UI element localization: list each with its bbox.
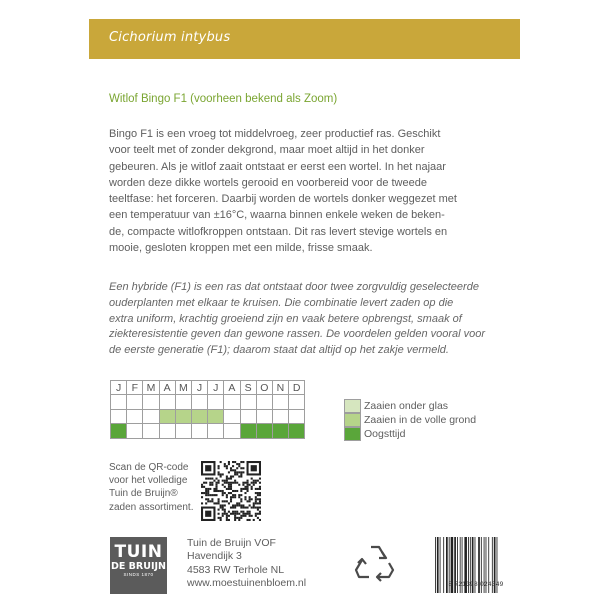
calendar-month: F xyxy=(127,381,143,395)
address-line: Havendijk 3 xyxy=(187,550,242,563)
legend-item xyxy=(344,413,476,427)
text-line: Tuin de Bruijn® xyxy=(109,488,178,500)
description-paragraph xyxy=(109,126,514,256)
calendar-cell xyxy=(240,395,256,409)
calendar-cell xyxy=(143,409,159,423)
calendar-cell xyxy=(256,395,272,409)
brand-logo xyxy=(110,537,167,594)
logo-text: SINDS 1870 xyxy=(123,572,154,577)
barcode-number: 8 721398 024349 xyxy=(448,581,504,588)
text-line: mooie, gesloten kroppen met een milde, frisse smaak. xyxy=(109,242,373,255)
calendar-month: J xyxy=(191,381,207,395)
legend-swatch-harvest xyxy=(344,427,361,441)
text-line: teeltfase: het forceren. Daarbij worden de wortels donker weggezet met xyxy=(109,193,457,206)
calendar-month: M xyxy=(175,381,191,395)
species-title: Cichorium intybus xyxy=(109,30,231,45)
calendar-cell xyxy=(289,424,305,438)
hybrid-paragraph xyxy=(109,280,514,359)
calendar-cell xyxy=(240,409,256,423)
calendar-grid xyxy=(110,380,305,439)
website-link[interactable]: www.moestuinenbloem.nl xyxy=(187,577,307,590)
calendar-cell xyxy=(159,395,175,409)
calendar-cell xyxy=(111,395,127,409)
calendar-row-harvest xyxy=(111,424,305,438)
calendar-row-ground xyxy=(111,409,305,423)
calendar-month: O xyxy=(256,381,272,395)
text-line: de eerste generatie (F1); daarom staat dat altijd op het zakje vermeld. xyxy=(109,344,449,357)
calendar-cell xyxy=(143,424,159,438)
calendar-cell xyxy=(256,409,272,423)
calendar-cell xyxy=(208,395,224,409)
calendar-cell xyxy=(224,409,240,423)
calendar-cell xyxy=(175,409,191,423)
text-line: worden deze dikke wortels gerooid en voorbereid voor de tweede xyxy=(109,176,427,189)
calendar-cell xyxy=(111,424,127,438)
text-line: Bingo F1 is een vroeg tot middelvroeg, zeer productief ras. Geschikt xyxy=(109,128,441,140)
company-address xyxy=(187,537,306,591)
calendar-month: J xyxy=(208,381,224,395)
calendar-month: S xyxy=(240,381,256,395)
text-line: de, compacte witlofkroppen ontstaan. Dit ras levert stevige wortels en xyxy=(109,225,448,238)
logo-text: DE BRUIJN xyxy=(111,561,166,572)
calendar-cell xyxy=(289,409,305,423)
sowing-calendar xyxy=(110,380,305,439)
calendar-cell xyxy=(240,424,256,438)
calendar-cell xyxy=(191,409,207,423)
calendar-month: J xyxy=(111,381,127,395)
calendar-cell xyxy=(224,424,240,438)
calendar-cell xyxy=(127,424,143,438)
calendar-cell xyxy=(175,395,191,409)
recycle-icon xyxy=(351,539,399,587)
calendar-cell xyxy=(159,424,175,438)
address-line: 4583 RW Terhole NL xyxy=(187,563,285,576)
qr-caption xyxy=(109,461,204,514)
calendar-cell xyxy=(111,409,127,423)
calendar-cell xyxy=(272,409,288,423)
text-line: ziekteresistentie geven dan gewone rassen. De voordelen gelden vooral voor xyxy=(109,328,486,341)
calendar-cell xyxy=(191,424,207,438)
legend-label: Oogsttijd xyxy=(364,428,406,440)
calendar-cell xyxy=(127,409,143,423)
calendar-cell xyxy=(272,395,288,409)
calendar-cell xyxy=(127,395,143,409)
calendar-cell xyxy=(289,395,305,409)
calendar-cell xyxy=(175,424,191,438)
header-band xyxy=(89,19,520,59)
calendar-month-row xyxy=(111,381,305,395)
calendar-legend xyxy=(344,399,476,441)
legend-item xyxy=(344,399,476,413)
text-line: zaden assortiment. xyxy=(109,501,194,513)
calendar-month: A xyxy=(159,381,175,395)
text-line: een temperatuur van ±16°C, waarna binnen enkele weken de beken- xyxy=(109,209,445,222)
logo-text: TUIN xyxy=(114,542,163,562)
text-line: extra uniform, krachtig groeiend zijn en vaak betere opbrengst, smaak of xyxy=(109,312,462,325)
calendar-month: N xyxy=(272,381,288,395)
text-line: Scan de QR-code xyxy=(109,462,189,473)
calendar-month: A xyxy=(224,381,240,395)
calendar-cell xyxy=(224,395,240,409)
calendar-cell xyxy=(143,395,159,409)
calendar-row-glass xyxy=(111,395,305,409)
calendar-cell xyxy=(159,409,175,423)
qr-code[interactable] xyxy=(201,461,261,521)
calendar-month: M xyxy=(143,381,159,395)
calendar-cell xyxy=(272,424,288,438)
calendar-cell xyxy=(208,424,224,438)
calendar-month: D xyxy=(289,381,305,395)
text-line: voor het volledige xyxy=(109,475,188,487)
text-line: gebeuren. Als je witlof zaait ontstaat er eerst een wortel. In het najaar xyxy=(109,160,446,173)
legend-swatch-ground xyxy=(344,413,361,427)
address-line: Tuin de Bruijn VOF xyxy=(187,537,276,549)
legend-label: Zaaien in de volle grond xyxy=(364,414,477,426)
text-line: voor teelt met of zonder dekgrond, maar moet altijd in het donker xyxy=(109,144,425,157)
calendar-cell xyxy=(191,395,207,409)
variety-title: Witlof Bingo F1 (voorheen bekend als Zoom) xyxy=(109,93,338,105)
legend-item xyxy=(344,427,476,441)
calendar-cell xyxy=(208,409,224,423)
text-line: Een hybride (F1) is een ras dat ontstaat door twee zorgvuldig geselecteerde xyxy=(109,281,479,293)
legend-swatch-glass xyxy=(344,399,361,413)
calendar-cell xyxy=(256,424,272,438)
legend-label: Zaaien onder glas xyxy=(364,400,449,412)
text-line: ouderplanten met elkaar te kruisen. Die combinatie levert zaden op die xyxy=(109,296,454,309)
